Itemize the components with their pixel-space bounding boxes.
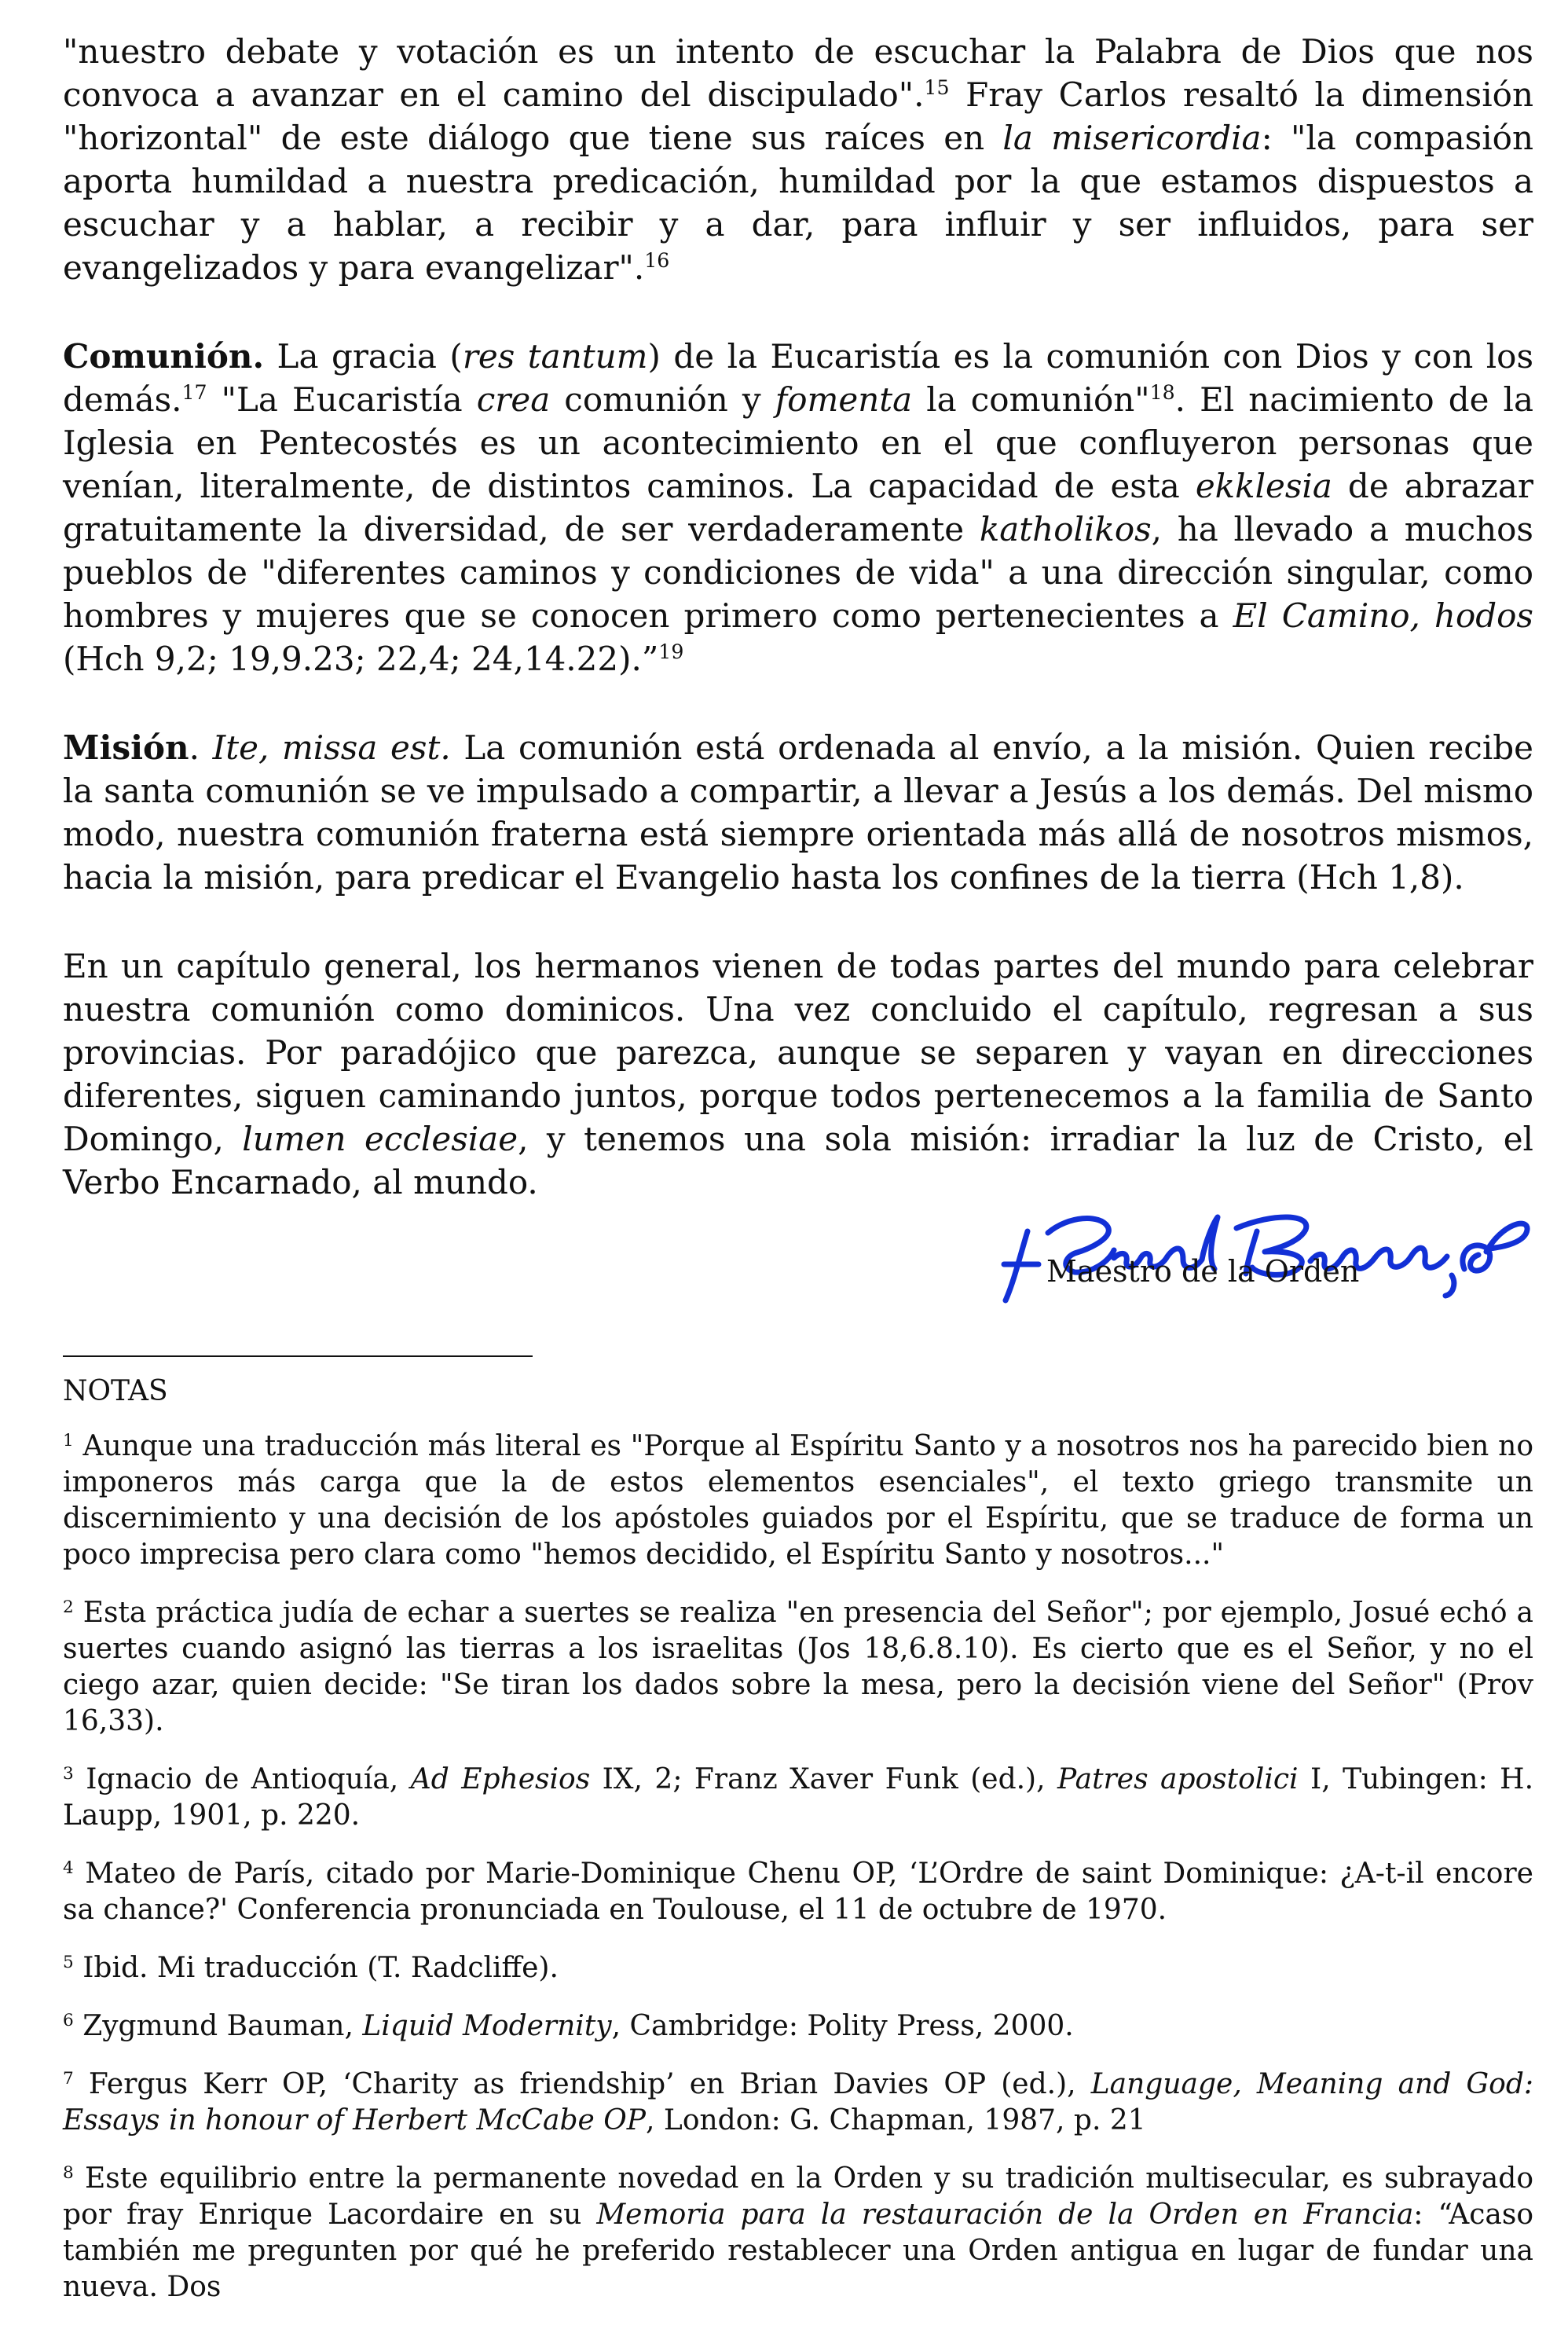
footnotes-list bbox=[63, 1429, 1533, 2327]
text-run: Zygmund Bauman, bbox=[73, 2010, 363, 2042]
italic-run: crea bbox=[476, 380, 551, 419]
text-run: . bbox=[189, 728, 213, 767]
signature-block bbox=[982, 1183, 1532, 1308]
footnote-3 bbox=[63, 1762, 1533, 1834]
text-run: la comunión" bbox=[912, 380, 1150, 419]
letter-body bbox=[63, 30, 1533, 1249]
footnote-number: 5 bbox=[63, 1953, 74, 1973]
italic-run: El Camino, hodos bbox=[1233, 596, 1533, 635]
footnote-number: 7 bbox=[63, 2069, 74, 2089]
footnote-ref-19[interactable]: 19 bbox=[658, 640, 684, 663]
notes-heading: NOTAS bbox=[63, 1375, 168, 1407]
italic-run: Memoria para la restauración de la Orden en Francia bbox=[596, 2199, 1414, 2231]
text-run: Aunque una traducción más literal es "Porque al Espíritu Santo y a nosotros nos ha parecido bien no imponeros más carga que la de estos elementos esenciales", el texto griego transmite un discernimiento y una decisión de los apóstoles guiados por el Espíritu, que se traduce de forma un poco imprecisa pero clara como "hemos decidido, el Espíritu Santo y nosotros..." bbox=[63, 1430, 1533, 1571]
footnote-4 bbox=[63, 1856, 1533, 1928]
text-run: La comunión está ordenada al envío, a la misión. Quien recibe la santa comunión se ve impulsado a compartir, a llevar a Jesús a los demás. Del mismo modo, nuestra comunión fraterna está siempre orientada más allá de nosotros mismos, hacia la misión, para predicar el Evangelio hasta los confines de la tierra (Hch 1,8). bbox=[63, 728, 1534, 897]
text-run: de abrazar gratuitamente la diversidad, de ser verdaderamente bbox=[63, 467, 1533, 548]
footnote-1 bbox=[63, 1429, 1533, 1573]
footnote-5 bbox=[63, 1950, 1533, 1986]
text-run: "La Eucaristía bbox=[207, 380, 477, 419]
italic-run: Language, Meaning and God: Essays in honour of Herbert McCabe OP bbox=[63, 2068, 1533, 2136]
footnote-6 bbox=[63, 2008, 1533, 2045]
paragraph-discipleship bbox=[63, 30, 1533, 289]
text-run: comunión y bbox=[550, 380, 775, 419]
text-run: , ha llevado a muchos pueblos de "diferentes caminos y condiciones de vida" a una dirección singular, como hombres y mujeres que se conocen primero como pertenecientes a bbox=[63, 510, 1533, 635]
footnote-number: 2 bbox=[63, 1597, 74, 1618]
italic-run: Ite, missa est. bbox=[212, 728, 451, 767]
text-run: Este equilibrio entre la permanente novedad en la Orden y su tradición multisecular, es subrayado por fray Enrique Lacordaire en su bbox=[63, 2162, 1533, 2231]
italic-run: fomenta bbox=[775, 380, 913, 419]
text-run: Ignacio de Antioquía, bbox=[73, 1763, 411, 1795]
paragraph-comunion bbox=[63, 335, 1533, 680]
text-run: , y tenemos una sola misión: irradiar la luz de Cristo, el Verbo Encarnado, al mundo. bbox=[63, 1120, 1533, 1201]
text-run: I, Tubingen: H. Laupp, 1901, p. 220. bbox=[63, 1763, 1534, 1832]
text-run: : “Acaso también me pregunten por qué he preferido restablecer una Orden antigua en lugar de fundar una nueva. Dos bbox=[63, 2199, 1533, 2303]
section-heading-comunion: Comunión. bbox=[63, 337, 265, 376]
text-run: ) de la Eucaristía es la comunión con Dios y con los demás. bbox=[63, 337, 1533, 419]
signature-caption: Maestro de la Orden bbox=[1046, 1254, 1360, 1289]
footnote-ref-18[interactable]: 18 bbox=[1149, 381, 1175, 404]
text-run: , London: G. Chapman, 1987, p. 21 bbox=[646, 2104, 1146, 2136]
text-run: (Hch 9,2; 19,9.23; 22,4; 24,14.22).” bbox=[63, 640, 659, 678]
footnote-2 bbox=[63, 1595, 1533, 1740]
text-run: Ibid. Mi traducción (T. Radcliffe). bbox=[73, 1952, 559, 1984]
footnote-number: 4 bbox=[63, 1858, 74, 1879]
italic-run: Liquid Modernity bbox=[362, 2010, 612, 2042]
text-run: IX, 2; Franz Xaver Funk (ed.), bbox=[590, 1763, 1058, 1795]
text-run: En un capítulo general, los hermanos vienen de todas partes del mundo para celebrar nuestra comunión como dominicos. Una vez concluido el capítulo, regresan a sus provincias. Por paradójico que parezca, aunque se separen y vayan en direcciones diferentes, siguen caminando juntos, porque todos pertenecemos a la familia de Santo Domingo, bbox=[63, 947, 1533, 1158]
italic-run: ekklesia bbox=[1195, 467, 1332, 505]
italic-run: Ad Ephesios bbox=[410, 1763, 591, 1795]
footnote-ref-17[interactable]: 17 bbox=[181, 381, 207, 404]
italic-run: la misericordia bbox=[1002, 119, 1262, 157]
footnote-number: 6 bbox=[63, 2011, 74, 2031]
text-run: Esta práctica judía de echar a suertes se realiza "en presencia del Señor"; por ejemplo, Josué echó a suertes cuando asignó las tierras a los israelitas (Jos 18,6.8.10). Es cierto que es el Señor, y no el ciego azar, quien decide: "Se tiran los dados sobre la mesa, pero la decisión viene del Señor" (Prov 16,33). bbox=[63, 1597, 1533, 1737]
text-run: Fray Carlos resaltó la dimensión "horizontal" de este diálogo que tiene sus raíces en bbox=[63, 75, 1533, 157]
italic-run: res tantum bbox=[462, 337, 648, 376]
text-run: Fergus Kerr OP, ‘Charity as friendship’ en Brian Davies OP (ed.), bbox=[73, 2068, 1091, 2100]
footnote-number: 3 bbox=[63, 1764, 74, 1784]
text-run: , Cambridge: Polity Press, 2000. bbox=[611, 2010, 1074, 2042]
text-run: La gracia ( bbox=[264, 337, 463, 376]
footnote-ref-15[interactable]: 15 bbox=[924, 76, 950, 99]
section-heading-mision: Misión bbox=[63, 728, 189, 767]
italic-run: Patres apostolici bbox=[1057, 1763, 1299, 1795]
text-run: : "la compasión aporta humildad a nuestra predicación, humildad por la que estamos dispuestos a escuchar y a hablar, a recibir y a dar, para influir y ser influidos, para ser evangelizados y para evangelizar". bbox=[63, 119, 1533, 287]
italic-run: lumen ecclesiae bbox=[242, 1120, 518, 1158]
footnote-separator bbox=[63, 1355, 533, 1357]
footnote-number: 8 bbox=[63, 2163, 74, 2184]
paragraph-general-chapter bbox=[63, 944, 1533, 1204]
footnote-7 bbox=[63, 2067, 1533, 2139]
footnote-number: 1 bbox=[63, 1431, 74, 1451]
footnote-ref-16[interactable]: 16 bbox=[644, 249, 670, 272]
paragraph-mision bbox=[63, 726, 1533, 899]
text-run: "nuestro debate y votación es un intento de escuchar la Palabra de Dios que nos convoca a avanzar en el camino del discipulado". bbox=[63, 32, 1533, 114]
italic-run: katholikos bbox=[979, 510, 1152, 548]
text-run: Mateo de París, citado por Marie-Dominique Chenu OP, ‘L’Ordre de saint Dominique: ¿A-t-il encore sa chance?' Conferencia pronunciada en Toulouse, el 11 de octubre de 1970. bbox=[63, 1858, 1533, 1926]
footnote-8 bbox=[63, 2161, 1533, 2305]
text-run: . El nacimiento de la Iglesia en Pentecostés es un acontecimiento en el que confluyeron personas que venían, literalmente, de distintos caminos. La capacidad de esta bbox=[63, 380, 1533, 505]
